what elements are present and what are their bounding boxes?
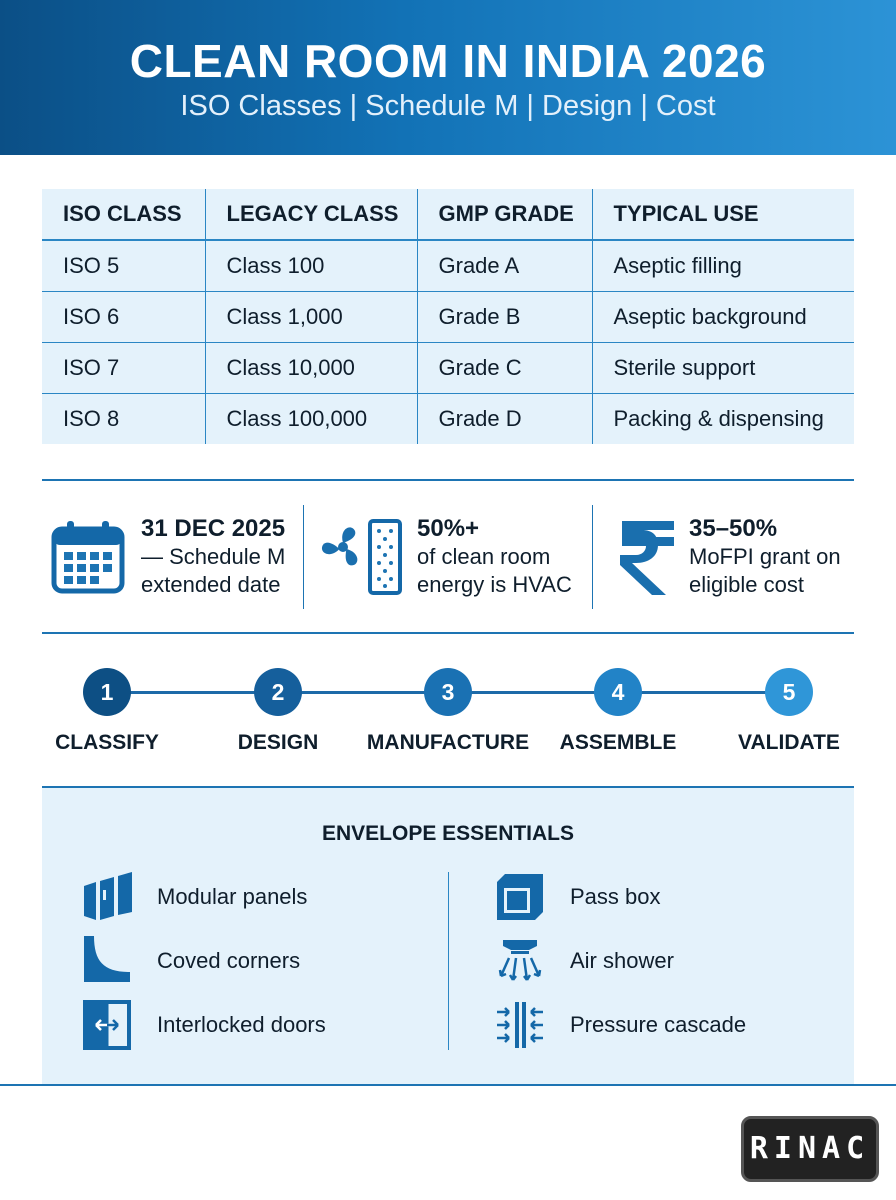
step-number: 2 xyxy=(254,668,302,716)
step-label: ASSEMBLE xyxy=(559,731,677,754)
step-assemble xyxy=(528,668,708,755)
step-number: 1 xyxy=(83,668,131,716)
stat-line: eligible cost xyxy=(689,572,804,597)
table-row xyxy=(42,393,854,444)
table-row xyxy=(42,291,854,342)
table-cell: Class 1,000 xyxy=(205,291,417,342)
envelope-item-label: Pass box xyxy=(570,884,661,909)
stat-value: 35–50% xyxy=(689,515,778,542)
air-shower-icon xyxy=(495,936,545,986)
step-label: DESIGN xyxy=(237,731,319,754)
step-label: MANUFACTURE xyxy=(366,731,530,754)
stat-text xyxy=(141,515,285,599)
filter-icon xyxy=(368,519,402,595)
pass-box-icon xyxy=(495,872,545,922)
stat-divider xyxy=(592,505,593,609)
column-header: TYPICAL USE xyxy=(592,189,854,240)
table-cell: Grade D xyxy=(417,393,592,444)
table-cell: Class 10,000 xyxy=(205,342,417,393)
rupee-icon xyxy=(618,517,678,597)
interlocked-door-icon xyxy=(82,1000,132,1050)
step-label: CLASSIFY xyxy=(55,731,159,754)
stat-line: extended date xyxy=(141,572,281,597)
table-cell: ISO 5 xyxy=(63,252,120,278)
step-label: VALIDATE xyxy=(738,731,840,754)
stat-line: MoFPI grant on xyxy=(689,544,841,569)
pressure-cascade-icon xyxy=(495,1000,545,1050)
table-cell: Grade C xyxy=(417,342,592,393)
bottom-divider xyxy=(0,1084,896,1086)
page-subtitle: ISO Classes | Schedule M | Design | Cost xyxy=(180,90,716,122)
table-cell: Aseptic background xyxy=(592,291,854,342)
table-header-row xyxy=(42,189,854,240)
hvac-fan-icon xyxy=(320,519,366,571)
table-cell: ISO 7 xyxy=(42,342,205,393)
envelope-essentials-panel xyxy=(42,786,854,1086)
envelope-item-label: Pressure cascade xyxy=(570,1012,747,1037)
process-steps xyxy=(0,668,896,768)
step-number: 3 xyxy=(424,668,472,716)
stat-schedule-m xyxy=(50,507,300,607)
stat-line: — Schedule M xyxy=(141,544,286,569)
envelope-item-label: Modular panels xyxy=(157,884,308,909)
step-validate xyxy=(699,668,879,755)
header-banner xyxy=(0,0,896,155)
page-title: CLEAN ROOM IN INDIA 2026 xyxy=(129,35,767,87)
step-number: 4 xyxy=(594,668,642,716)
step-classify xyxy=(17,668,197,755)
envelope-item-label: Air shower xyxy=(570,948,674,973)
envelope-item-label: Coved corners xyxy=(157,948,301,973)
column-header: LEGACY CLASS xyxy=(205,189,417,240)
stat-text xyxy=(417,515,572,599)
stat-grant xyxy=(616,507,852,607)
step-number: 5 xyxy=(765,668,813,716)
stat-divider xyxy=(303,505,304,609)
stat-line: of clean room xyxy=(417,544,551,569)
column-header: ISO CLASS xyxy=(42,189,205,240)
stat-line: energy is HVAC xyxy=(417,572,572,597)
modular-panel-icon xyxy=(82,872,132,922)
envelope-title: ENVELOPE ESSENTIALS xyxy=(321,822,575,845)
table-cell: Packing & dispensing xyxy=(592,393,854,444)
stat-text xyxy=(689,515,841,599)
table-cell: Class 100 xyxy=(205,240,417,291)
table-cell: Grade B xyxy=(417,291,592,342)
table-cell: Sterile support xyxy=(592,342,854,393)
column-header: GMP GRADE xyxy=(417,189,592,240)
envelope-divider xyxy=(448,872,449,1050)
table-cell: Aseptic filling xyxy=(592,240,854,291)
stat-value: 50%+ xyxy=(417,515,480,542)
coved-corner-icon xyxy=(82,936,132,986)
calendar-icon xyxy=(50,519,126,595)
stat-hvac xyxy=(320,507,580,607)
table-row xyxy=(42,240,854,291)
table-cell: ISO 6 xyxy=(42,291,205,342)
step-manufacture xyxy=(358,668,538,755)
table-cell: ISO 8 xyxy=(42,393,205,444)
key-stats-strip xyxy=(42,479,854,634)
table-cell: Grade A xyxy=(417,240,592,291)
stat-value: 31 DEC 2025 xyxy=(141,515,286,542)
table-row xyxy=(42,342,854,393)
step-design xyxy=(188,668,368,755)
iso-class-table xyxy=(42,189,854,444)
brand-logo: RINAC xyxy=(741,1116,879,1182)
table-cell: Class 100,000 xyxy=(205,393,417,444)
envelope-item-label: Interlocked doors xyxy=(157,1012,326,1037)
